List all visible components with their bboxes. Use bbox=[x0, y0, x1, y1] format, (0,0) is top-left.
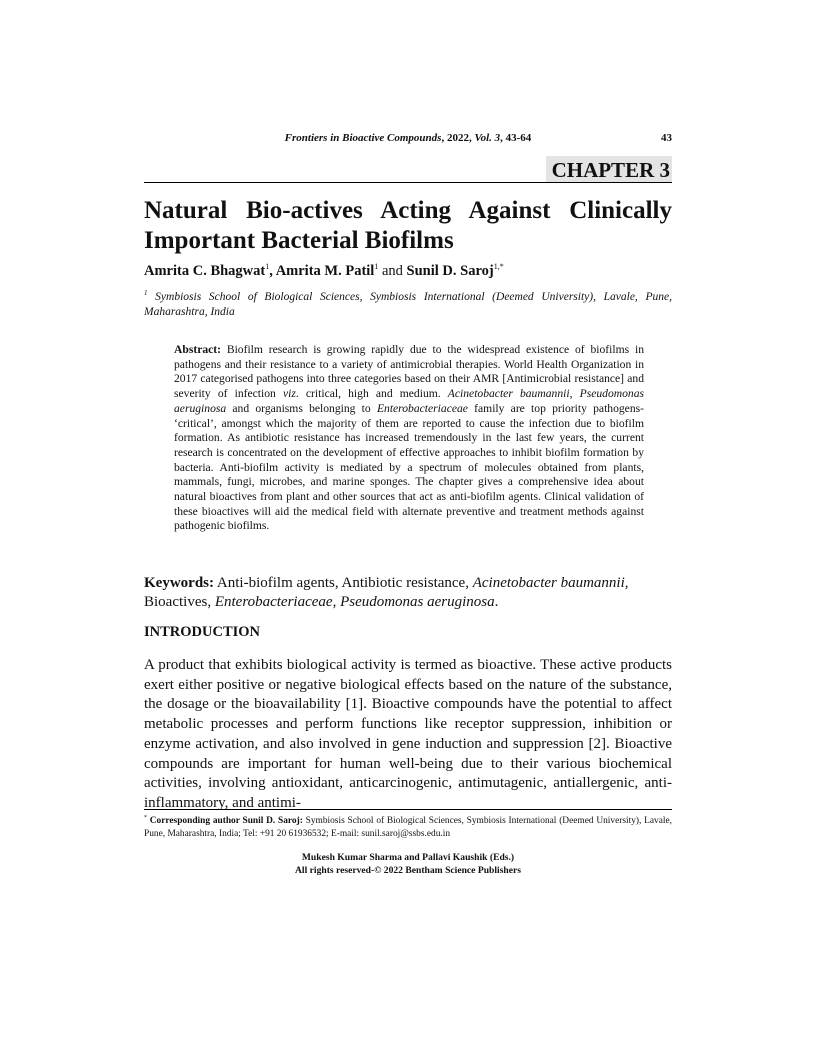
abstract-text-4: family are top priority pathogens- ‘critical’, amongst which the majority of them are reported to cause the infection due to biofilm formation. As antibiotic resistance has increased tremendously in the last few years, the current research is concentrated on the development of effective approaches to inhibit biofilm formation by bacteria. Anti-biofilm activity is mediated by a spectrum of molecules obtained from plants, mammals, fungi, microbes, and marine sponges. The chapter gives a comprehensive idea about natural bioactives from plant and other sources that act as anti-biofilm agents. Clinical validation of these bioactives will aid the medical field with alternate preventive and treatment methods against pathogenic biofilms. bbox=[174, 401, 644, 533]
abstract bbox=[174, 343, 644, 534]
header-year: , 2022, bbox=[441, 132, 475, 144]
affiliation-marker: 1 bbox=[144, 289, 148, 297]
author-sep-2: and bbox=[378, 262, 407, 279]
abstract-label: Abstract: bbox=[174, 343, 222, 356]
abstract-acinetobacter: Acinetobacter baumannii bbox=[447, 387, 570, 401]
keywords bbox=[144, 574, 672, 612]
author-list bbox=[144, 262, 672, 280]
affiliation-text: Symbiosis School of Biological Sciences, Symbiosis International (Deemed University), Lavale, Pune, Maharashtra, India bbox=[144, 290, 672, 318]
header-volume: Vol. 3 bbox=[474, 132, 501, 144]
keyword-acinetobacter: Acinetobacter baumannii bbox=[472, 575, 625, 591]
author-2: Amrita M. Patil bbox=[275, 262, 375, 279]
author-sep-1: , bbox=[269, 262, 276, 279]
footnote-text: Symbiosis School of Biological Sciences, Symbiosis International (Deemed University), Lavale, Pune, Maharashtra, India; Tel: +91 20 61936532; E-mail: sunil.saroj@ssbs.edu.in bbox=[144, 816, 672, 840]
rights-line: All rights reserved-© 2022 Bentham Science Publishers bbox=[294, 865, 522, 876]
title-line-2: Important Bacterial Biofilms bbox=[144, 227, 454, 254]
footnote-rule bbox=[144, 809, 672, 810]
abstract-text-3: and organisms belonging to bbox=[226, 401, 377, 415]
chapter-label: CHAPTER 3 bbox=[546, 156, 672, 182]
author-3: Sunil D. Saroj bbox=[406, 262, 494, 279]
keywords-text-4: . bbox=[494, 594, 499, 610]
keywords-label: Keywords: bbox=[144, 575, 214, 591]
chapter-title bbox=[144, 196, 672, 256]
author-2-affil: 1 bbox=[374, 262, 379, 271]
title-line-1: Natural Bio-actives Acting Against Clinically bbox=[144, 197, 672, 224]
affiliation bbox=[144, 286, 672, 320]
keywords-text-2: , Bioactives, bbox=[144, 575, 629, 610]
footnote-marker: * bbox=[144, 815, 147, 821]
footnote bbox=[144, 812, 672, 841]
journal-name: Frontiers in Bioactive Compounds bbox=[284, 132, 442, 144]
keywords-text-3: , bbox=[332, 594, 341, 610]
keywords-text-1: Anti-biofilm agents, Antibiotic resistance, bbox=[214, 575, 473, 591]
abstract-enterobacteriaceae: Enterobacteriaceae bbox=[376, 401, 468, 415]
page-number: 43 bbox=[661, 132, 672, 144]
chapter-rule bbox=[144, 182, 672, 183]
abstract-text-1: Biofilm research is growing rapidly due to the widespread existence of biofilms in pathogens and their resistance to a variety of antimicrobial therapies. World Health Organization in 2017 categorised pathogens into three categories based on their AMR [Antimicrobial resistance] and severity of infection bbox=[174, 343, 644, 401]
author-1: Amrita C. Bhagwat bbox=[144, 262, 266, 279]
publisher-info bbox=[144, 851, 672, 877]
footnote-label: Corresponding author Sunil D. Saroj: bbox=[147, 816, 303, 827]
section-heading-introduction: INTRODUCTION bbox=[144, 624, 261, 640]
abstract-viz: viz bbox=[282, 387, 296, 401]
author-3-affil: 1,* bbox=[493, 262, 504, 271]
keyword-enterobacteriaceae: Enterobacteriaceae bbox=[214, 594, 333, 610]
abstract-text-2: . critical, high and medium. bbox=[295, 387, 448, 401]
abstract-comma: , bbox=[569, 387, 580, 401]
running-header bbox=[144, 132, 672, 144]
introduction-paragraph: A product that exhibits biological activity is termed as bioactive. These active products exert either positive or negative biological effects based on the nature of the substance, the dosage or the bioavailability [1]. Bioactive compounds have the potential to affect metabolic processes and perform functions like receptor suppression, inhibition or enzyme activation, and also involved in gene induction and suppression [2]. Bioactive compounds are important for human well-being due to their various biochemical activities, involving antioxidant, anticarcinogenic, antimutagenic, antiallergenic, anti-inflammatory, and antimi- bbox=[144, 657, 672, 811]
editors-line: Mukesh Kumar Sharma and Pallavi Kaushik (Eds.) bbox=[301, 852, 515, 863]
header-pages: , 43-64 bbox=[500, 132, 532, 144]
author-1-affil: 1 bbox=[265, 262, 270, 271]
abstract-pseudomonas: Pseudomonas aeruginosa bbox=[174, 387, 645, 415]
keyword-pseudomonas: Pseudomonas aeruginosa bbox=[340, 594, 495, 610]
